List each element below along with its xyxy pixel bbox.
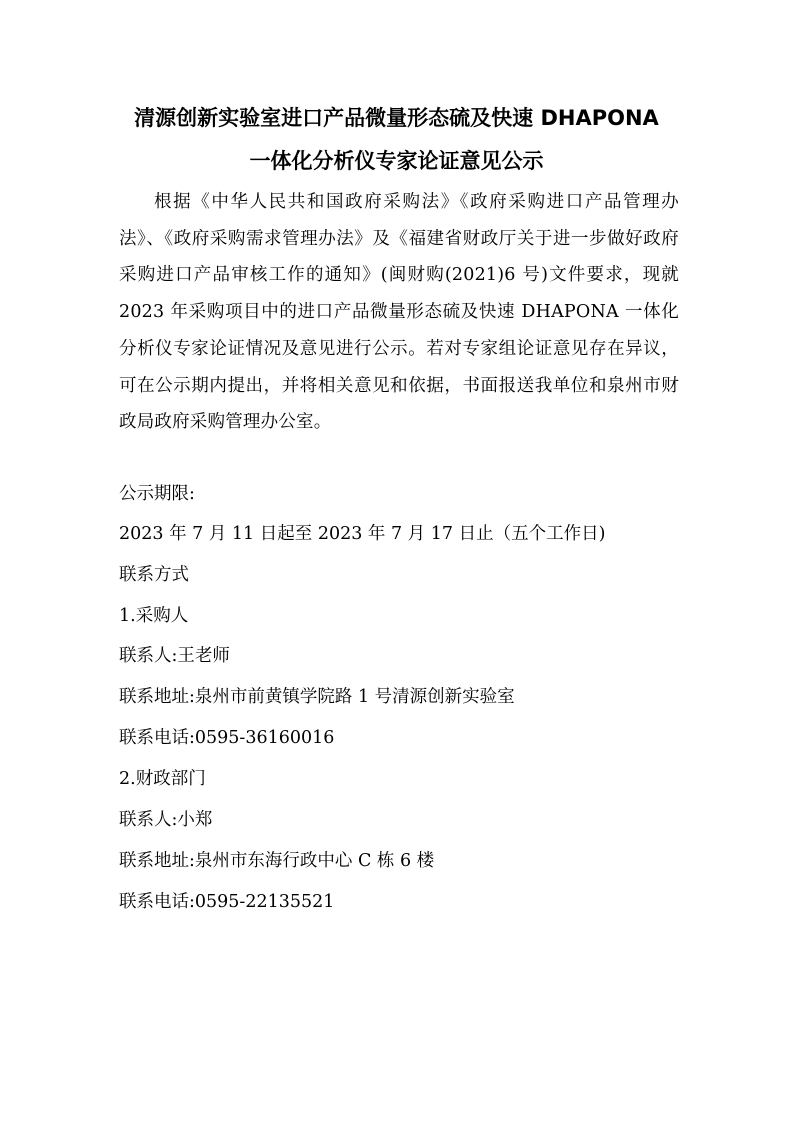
finance-heading: 2.财政部门 [119, 769, 206, 789]
document-title-line-1: 清源创新实验室进口产品微量形态硫及快速 DHAPONA [134, 106, 659, 130]
contact-heading: 联系方式 [119, 565, 189, 585]
finance-address: 联系地址:泉州市东海行政中心 C 栋 6 楼 [119, 851, 435, 871]
period-label: 公示期限: [119, 484, 195, 504]
period-value: 2023 年 7 月 11 日起至 2023 年 7 月 17 日止（五个工作日) [119, 524, 606, 544]
finance-phone: 联系电话:0595-22135521 [119, 892, 335, 912]
intro-paragraph: 根据《中华人民共和国政府采购法》《政府采购进口产品管理办法》、《政府采购需求管理办法》及《福建省财政厅关于进一步做好政府采购进口产品审核工作的通知》(闽财购(2021)6 号)文件要求，现就 2023 年采购项目中的进口产品微量形态硫及快速 DHAPONA 一体化分析仪专家论证情况及意见进行公示。若对专家组论证意见存在异议，可在公示期内提出，并将相关意见和依据，书面报送我单位和泉州市财政局政府采购管理办公室。 [119, 192, 679, 433]
purchaser-contact: 联系人:王老师 [119, 646, 230, 666]
purchaser-address: 联系地址:泉州市前黄镇学院路 1 号清源创新实验室 [119, 687, 515, 707]
purchaser-phone: 联系电话:0595-36160016 [119, 728, 335, 748]
purchaser-heading: 1.采购人 [119, 606, 189, 626]
document-title-line-2: 一体化分析仪专家论证意见公示 [249, 149, 544, 173]
finance-contact: 联系人:小郑 [119, 810, 213, 830]
